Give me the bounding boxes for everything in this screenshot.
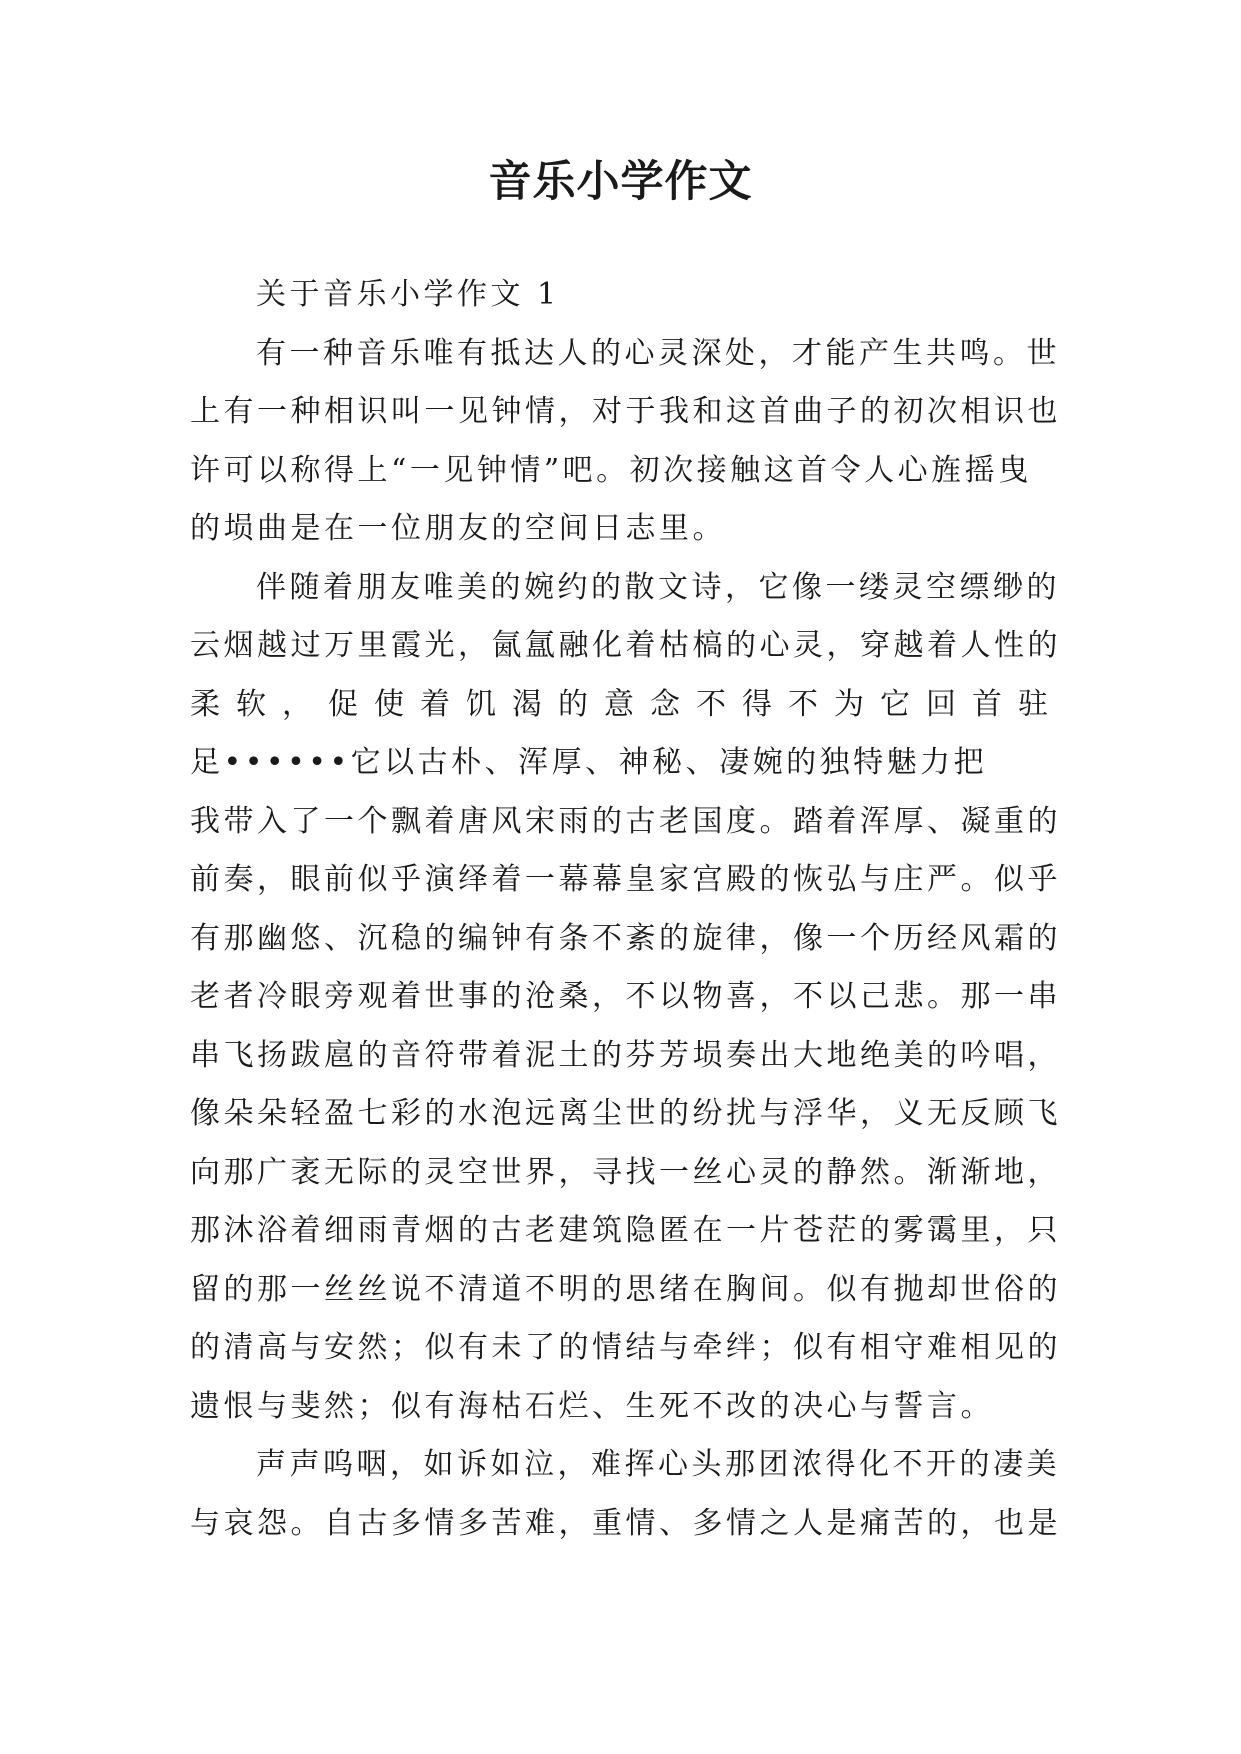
text-line: 留的那一丝丝说不清道不明的思绪在胸间。似有抛却世俗的 [190,1271,1061,1307]
text-line: 足••••••它以古朴、浑厚、神秘、凄婉的独特魅力把 [190,745,988,780]
text-line: 向那广袤无际的灵空世界，寻找一丝心灵的静然。渐渐地， [190,1154,1061,1190]
text-line: 前奏，眼前似乎演绎着一幕幕皇家宫殿的恢弘与庄严。似乎 [190,862,1061,897]
text-line: 许可以称得上“一见钟情”吧。初次接触这首令人心旌摇曳 [190,452,1032,488]
text-line: 我带入了一个飘着唐风宋雨的古老国度。踏着浑厚、凝重的 [190,803,1061,839]
text-line: 声声呜咽，如诉如泣，难挥心头那团浓得化不开的凄美 [256,1447,1060,1482]
article-body [190,266,1061,1553]
text-line: 柔软，促使着饥渴的意念不得不为它回首驻 [190,686,1048,722]
text-line: 有一种音乐唯有抵达人的心灵深处，才能产生共鸣。世 [256,335,1060,371]
section-heading: 关于音乐小学作文 1 [256,277,560,312]
text-line: 老者冷眼旁观着世事的沧桑，不以物喜，不以己悲。那一串 [190,979,1061,1014]
text-line: 的清高与安然；似有未了的情结与牵绊；似有相守难相见的 [190,1330,1061,1365]
text-line: 上有一种相识叫一见钟情，对于我和这首曲子的初次相识也 [190,394,1061,429]
text-line: 像朵朵轻盈七彩的水泡远离尘世的纷扰与浮华，义无反顾飞 [190,1096,1061,1131]
text-line: 的埙曲是在一位朋友的空间日志里。 [190,511,726,546]
text-line: 遗恨与斐然；似有海枯石烂、生死不改的决心与誓言。 [190,1388,994,1424]
text-line: 串飞扬跋扈的音符带着泥土的芬芳埙奏出大地绝美的吟唱， [190,1037,1061,1073]
text-line: 云烟越过万里霞光，氤氲融化着枯槁的心灵，穿越着人性的 [190,628,1061,663]
text-line: 伴随着朋友唯美的婉约的散文诗，它像一缕灵空缥缈的 [256,569,1060,605]
text-line: 有那幽悠、沉稳的编钟有条不紊的旋律，像一个历经风霜的 [190,920,1061,956]
page-title: 音乐小学作文 [488,157,753,207]
text-line: 那沐浴着细雨青烟的古老建筑隐匿在一片苍茫的雾霭里，只 [190,1213,1061,1248]
text-line: 与哀怨。自古多情多苦难，重情、多情之人是痛苦的，也是 [190,1505,1061,1541]
